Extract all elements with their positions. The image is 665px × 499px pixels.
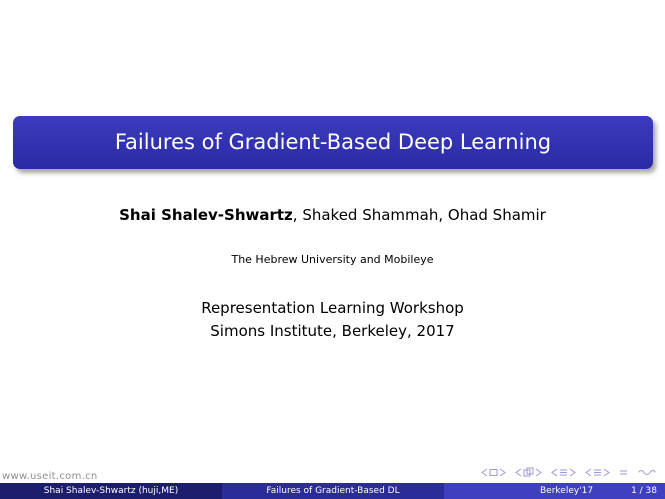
- next-subsection-icon[interactable]: [535, 468, 542, 477]
- prev-subsection-icon[interactable]: [515, 468, 522, 477]
- frame-nav: [481, 468, 506, 477]
- footer-venue: Berkeley'17: [540, 486, 594, 496]
- next-frame-icon[interactable]: [499, 468, 506, 477]
- coauthors: , Shaked Shammah, Ohad Shamir: [292, 206, 546, 224]
- author-line: [0, 205, 665, 225]
- prev-frame-icon[interactable]: [481, 468, 488, 477]
- affiliation: The Hebrew University and Mobileye: [231, 253, 434, 266]
- align-nav: [619, 468, 628, 477]
- document-icon: [593, 468, 602, 477]
- frame-icon: [489, 468, 498, 477]
- doc-nav: [585, 468, 610, 477]
- subsection-nav: [515, 467, 542, 478]
- footer-bar: [0, 483, 665, 499]
- event-name: Representation Learning Workshop: [201, 299, 464, 317]
- lead-author: Shai Shalev-Shwartz: [119, 206, 293, 224]
- event-info: [0, 297, 665, 343]
- watermark: www.useit.com.cn: [2, 471, 98, 482]
- title-box: [13, 116, 653, 169]
- event-location: Simons Institute, Berkeley, 2017: [210, 322, 455, 340]
- prev-section-icon[interactable]: [551, 468, 558, 477]
- footer-title: Failures of Gradient-Based DL: [222, 483, 444, 499]
- subsection-icon: [523, 467, 534, 478]
- align-icon[interactable]: [619, 468, 628, 477]
- footer-right: [444, 483, 665, 499]
- section-nav: [551, 468, 576, 477]
- footer-author: Shai Shalev-Shwartz (huji,ME): [0, 483, 222, 499]
- next-section-icon[interactable]: [603, 468, 610, 477]
- prev-section-icon[interactable]: [585, 468, 592, 477]
- footer-page-number: 1 / 38: [631, 486, 657, 496]
- search-icon[interactable]: [637, 468, 657, 477]
- slide-title: Failures of Gradient-Based Deep Learning: [114, 130, 552, 154]
- search-nav: [637, 468, 657, 477]
- next-section-icon[interactable]: [569, 468, 576, 477]
- beamer-navigation: [475, 465, 657, 479]
- section-icon: [559, 468, 568, 477]
